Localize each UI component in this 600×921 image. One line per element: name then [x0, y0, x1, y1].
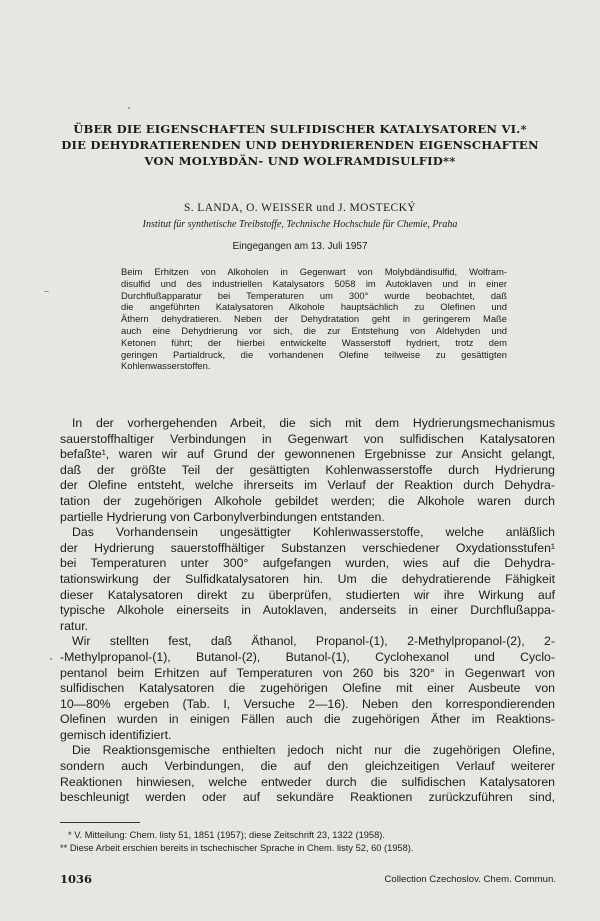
body-line: Das Vorhandensein ungesättigter Kohlenwasserstoffe, welche anläßlich	[72, 525, 555, 540]
body-line: typische Alkohole einerseits in Autoklaven, anderseits in einer Durchflußappa-	[60, 603, 555, 618]
body-text	[60, 416, 555, 806]
page-number: 1036	[60, 872, 93, 886]
abstract-line: Ketonen führt; der hierbei entwickelte Wasserstoff hydriert, trotz dem	[121, 336, 507, 348]
abstract-line: Äthern dehydratieren. Neben der Dehydratation geht in geringerem Maße	[121, 313, 507, 325]
body-line: sondern auch Verbindungen, die auf den gleichzeitigen Verlauf weiterer	[60, 759, 555, 774]
body-line: daß der größte Teil der gesättigten Kohlenwasserstoffe durch Hydrierung	[60, 462, 555, 477]
abstract-line: geringen Partialdruck, die vorhandenen Olefine teilweise zu gesättigten	[121, 348, 507, 360]
body-line: der Hydrierung sauerstoffhältiger Substanzen verschiedener Oxydationsstufen¹	[60, 540, 555, 555]
body-line: ratur.	[60, 618, 89, 633]
body-line: partielle Hydrierung von Carbonylverbindungen entstanden.	[60, 509, 385, 524]
body-line: 10—80% ergeben (Tab. I, Versuche 2—16). Neben den korrespondierenden	[60, 696, 555, 711]
abstract-line: die angeführten Katalysatoren Alkohole hauptsächlich zu Olefinen und	[121, 301, 507, 313]
body-line: tationswirkung der Sulfidkatalysatoren hin. Um die dehydratierende Fähigkeit	[60, 571, 555, 586]
body-line: pentanol beim Erhitzen auf Temperaturen von 260 bis 320° in Gegenwart von	[60, 665, 555, 680]
body-line: gemisch identifiziert.	[60, 727, 172, 742]
footnote-1: * V. Mitteilung: Chem. listy 51, 1851 (1957); diese Zeitschrift 23, 1322 (1958).	[68, 830, 385, 840]
footnote-rule	[60, 822, 140, 823]
body-line: Reaktionen hinwiesen, welche entweder durch die sulfidischen Katalysatoren	[60, 774, 555, 789]
title-line-1: ÜBER DIE EIGENSCHAFTEN SULFIDISCHER KATALYSATOREN VI.*	[73, 122, 527, 136]
affiliation: Institut für synthetische Treibstoffe, Technische Hochschule für Chemie, Praha	[142, 219, 458, 230]
article-title	[40, 121, 560, 169]
scan-speck	[44, 291, 49, 292]
body-line: dieser Katalysatoren direkt zu überprüfen, studierten wir ihre Wirkung auf	[60, 587, 555, 602]
body-line: Wir stellten fest, daß Äthanol, Propanol-(1), 2-Methylpropanol-(2), 2-	[72, 634, 555, 649]
footnotes	[60, 829, 555, 855]
body-line: Die Reaktionsgemische enthielten jedoch nicht nur die zugehörigen Olefine,	[72, 743, 555, 758]
abstract-line: auch eine Dehydrierung vor sich, die zur Entstehung von Aldehyden und	[121, 324, 507, 336]
body-line: befaßte¹, waren wir auf Grund der gewonnenen Ergebnisse zur Ansicht gelangt,	[60, 447, 555, 462]
received-date: Eingegangen am 13. Juli 1957	[232, 241, 368, 252]
scan-speck	[128, 107, 130, 109]
body-line: tation der zugehörigen Alkohole gebildet werden; die Alkohole waren durch	[60, 493, 555, 508]
body-line: der Olefine entsteht, welche ihrerseits im Verlauf der Reaktion durch Dehydra-	[60, 478, 555, 493]
body-line: Olefinen wurden in einigen Fällen auch die zugehörigen Äther im Reaktions-	[60, 712, 555, 727]
body-line: sulfidischen Katalysatoren die zugehörigen Olefine mit einer Ausbeute von	[60, 681, 555, 696]
scan-speck	[50, 658, 52, 660]
abstract	[121, 266, 507, 372]
abstract-line: Beim Erhitzen von Alkoholen in Gegenwart von Molybdändisulfid, Wolfram-	[121, 266, 507, 277]
abstract-line: Kohlenwasserstoffen.	[121, 360, 211, 372]
body-line: beschleunigt werden oder auf sekundäre Reaktionen zurückzuführen sind,	[60, 790, 555, 805]
body-line: bei Temperaturen unter 300° aufgefangen wurden, wies auf die Dehydra-	[60, 556, 555, 571]
abstract-line: Durchflußapparatur bei Temperaturen um 300° wurde beobachtet, daß	[121, 289, 507, 301]
body-line: -Methylpropanol-(1), Butanol-(2), Butanol-(1), Cyclohexanol und Cyclo-	[60, 649, 555, 664]
body-line: sauerstoffhaltiger Verbindungen in Gegenwart von sulfidischen Katalysatoren	[60, 431, 555, 446]
abstract-line: disulfid und des industriellen Katalysators 5058 im Autoklaven und in einer	[121, 277, 507, 289]
title-line-3: VON MOLYBDÄN- UND WOLFRAMDISULFID**	[144, 154, 456, 168]
authors: S. LANDA, O. WEISSER und J. MOSTECKÝ	[183, 202, 417, 214]
footnote-2: ** Diese Arbeit erschien bereits in tschechischer Sprache in Chem. listy 52, 60 (1958).	[60, 843, 414, 853]
journal-name: Collection Czechoslov. Chem. Commun.	[384, 874, 556, 885]
body-line: In der vorhergehenden Arbeit, die sich mit dem Hydrierungsmechanismus	[72, 416, 555, 430]
title-line-2: DIE DEHYDRATIERENDEN UND DEHYDRIERENDEN EIGENSCHAFTEN	[61, 138, 539, 152]
